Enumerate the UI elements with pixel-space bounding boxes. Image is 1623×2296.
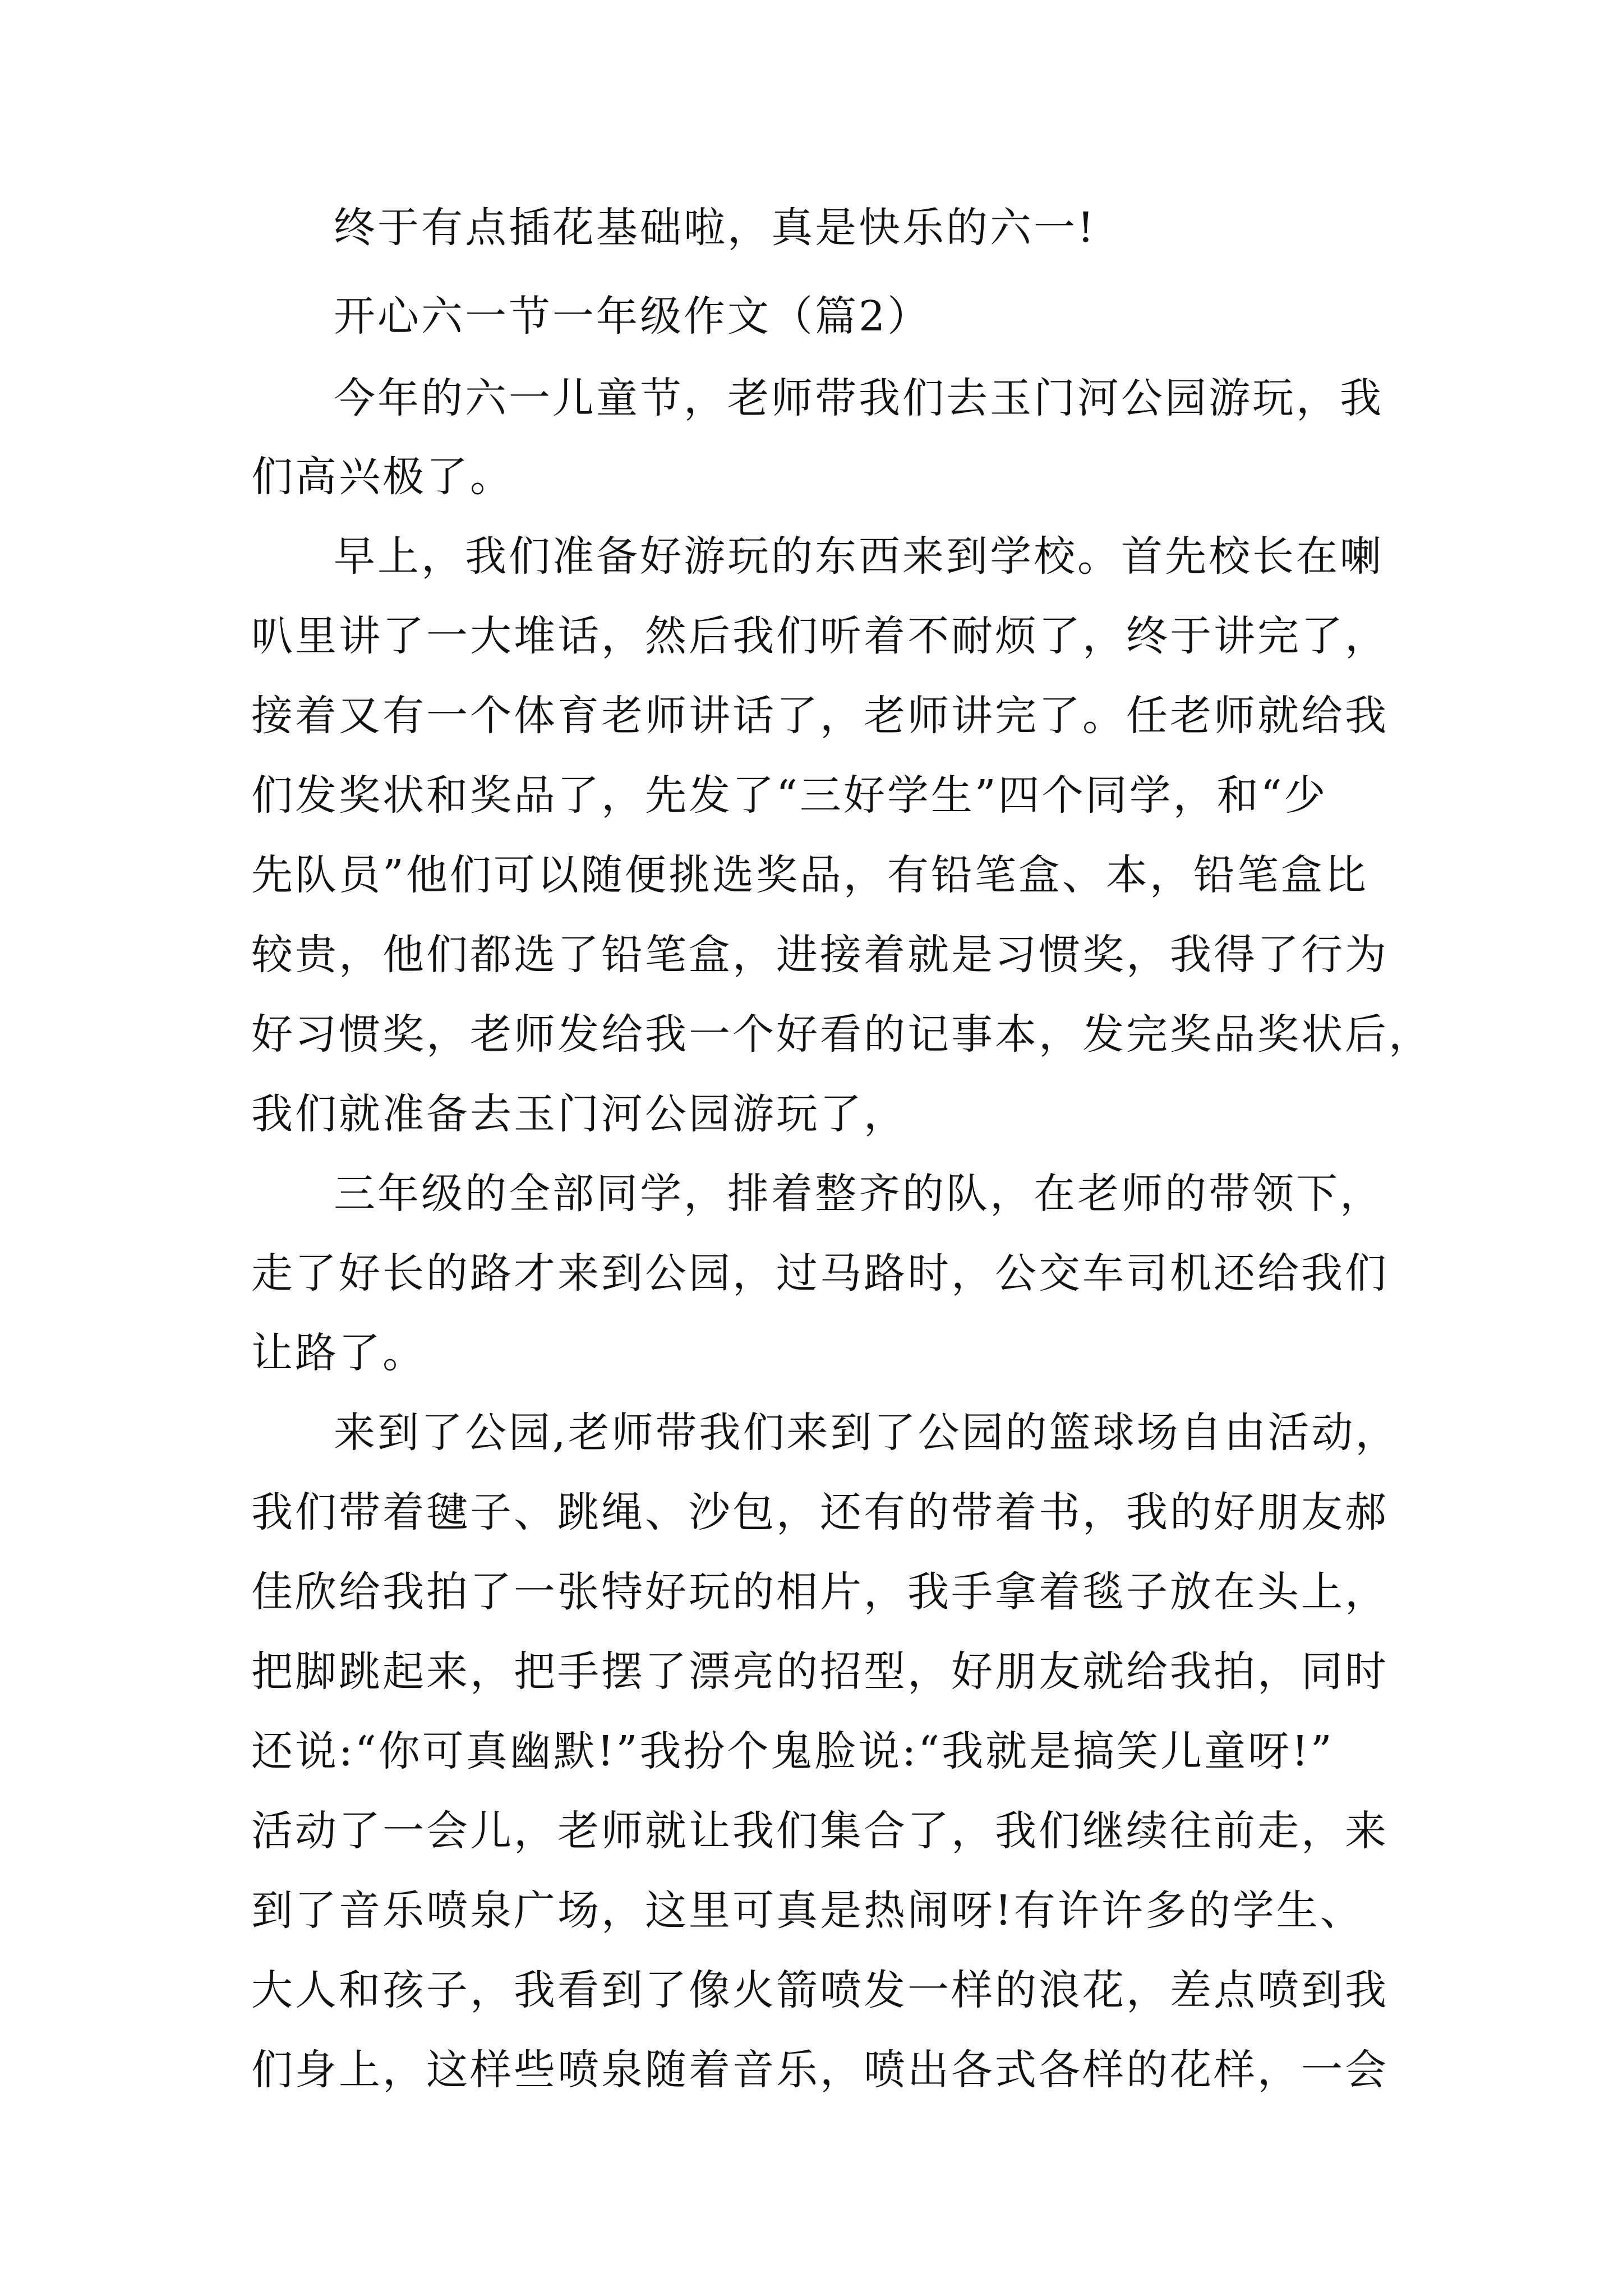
text-line-9: 先队员”他们可以随便挑选奖品，有铅笔盒、本，铅笔盒比: [251, 851, 1368, 899]
text-line-18: 佳欣给我拍了一张特好玩的相片，我手拿着毯子放在头上，: [251, 1568, 1389, 1616]
text-line-13: 三年级的全部同学，排着整齐的队，在老师的带领下，: [334, 1170, 1384, 1218]
text-line-3: 今年的六一儿童节，老师带我们去玉门河公园游玩，我: [334, 374, 1384, 422]
text-line-19: 把脚跳起来，把手摆了漂亮的招型，好朋友就给我拍，同时: [251, 1648, 1389, 1696]
text-line-11: 好习惯奖，老师发给我一个好看的记事本，发完奖品奖状后，: [251, 1010, 1432, 1059]
text-line-10: 较贵，他们都选了铅笔盒，进接着就是习惯奖，我得了行为: [251, 931, 1389, 979]
text-line-17: 我们带着毽子、跳绳、沙包，还有的带着书，我的好朋友郝: [251, 1488, 1389, 1536]
text-line-21: 活动了一会儿，老师就让我们集合了，我们继续往前走，来: [251, 1807, 1389, 1855]
text-line-7: 接着又有一个体育老师讲话了，老师讲完了。任老师就给我: [251, 692, 1389, 740]
text-line-1: 终于有点插花基础啦，真是快乐的六一!: [334, 204, 1096, 252]
text-line-16: 来到了公园,老师带我们来到了公园的篮球场自由活动，: [334, 1409, 1399, 1457]
text-line-20: 还说:“你可真幽默!”我扮个鬼脸说:“我就是搞笑儿童呀!”: [251, 1727, 1334, 1775]
text-line-4: 们高兴极了。: [251, 453, 514, 501]
text-line-14: 走了好长的路才来到公园，过马路时，公交车司机还给我们: [251, 1249, 1389, 1297]
text-line-6: 叭里讲了一大堆话，然后我们听着不耐烦了，终于讲完了，: [251, 612, 1389, 660]
text-line-12: 我们就准备去玉门河公园游玩了，: [251, 1090, 907, 1138]
text-line-23: 大人和孩子，我看到了像火箭喷发一样的浪花，差点喷到我: [251, 1966, 1389, 2014]
text-line-24: 们身上，这样些喷泉随着音乐，喷出各式各样的花样，一会: [251, 2046, 1389, 2094]
text-line-22: 到了音乐喷泉广场，这里可真是热闹呀!有许许多的学生、: [251, 1887, 1364, 1935]
text-line-15: 让路了。: [251, 1329, 426, 1377]
text-line-8: 们发奖状和奖品了，先发了“三好学生”四个同学，和“少: [251, 771, 1328, 820]
article-heading: 开心六一节一年级作文（篇2）: [334, 292, 932, 341]
text-line-5: 早上，我们准备好游玩的东西来到学校。首先校长在喇: [334, 532, 1384, 581]
